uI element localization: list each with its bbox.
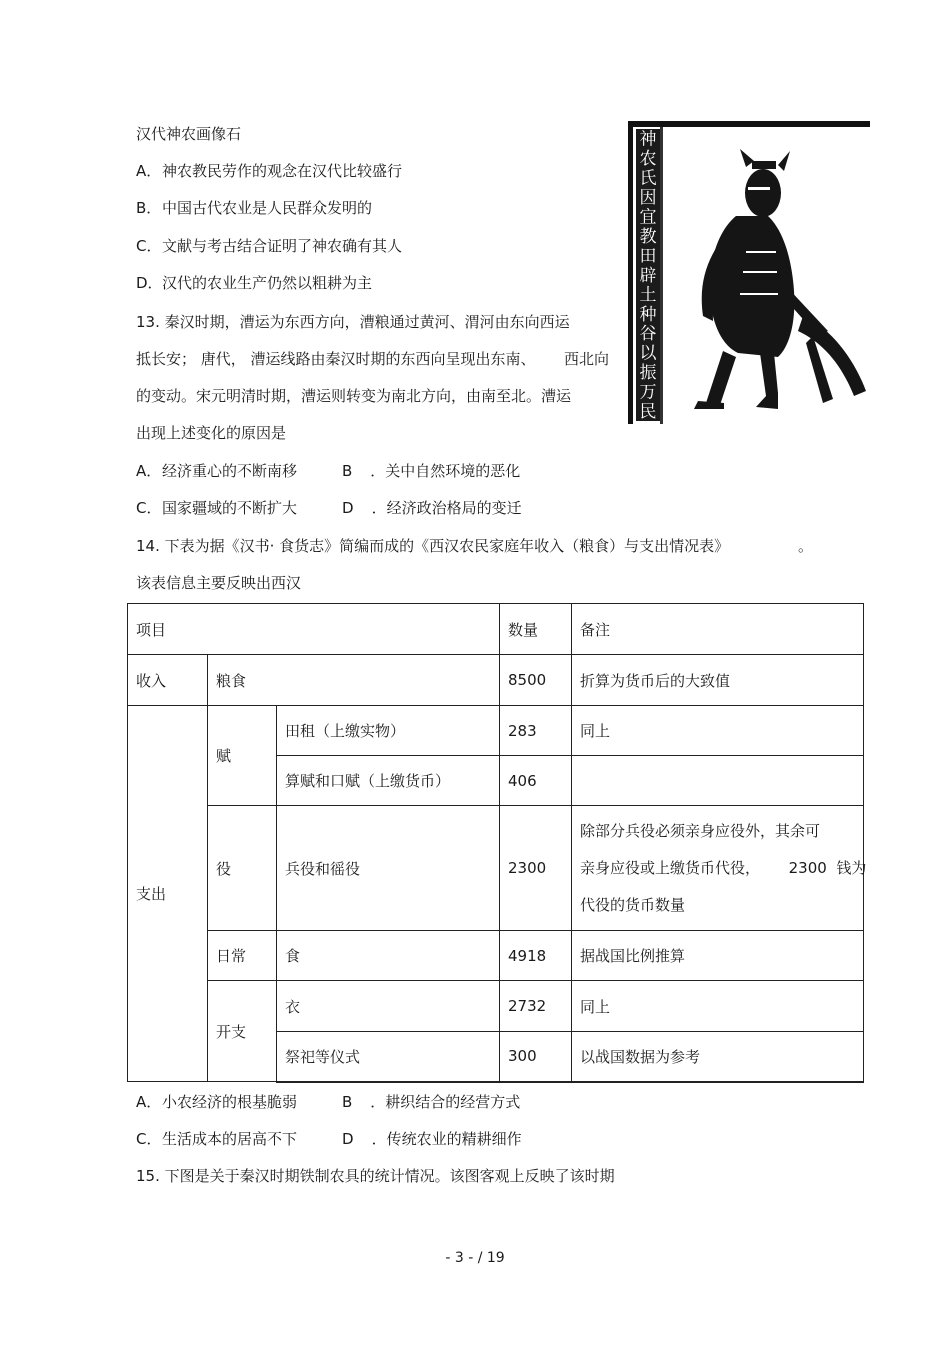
cell-note: 同上 bbox=[572, 981, 864, 1032]
q14-line-1-tail: 。 bbox=[798, 537, 814, 555]
inscription-char: 教 bbox=[639, 226, 657, 247]
cell-item: 祭祀等仪式 bbox=[277, 1032, 500, 1082]
inscription-char: 农 bbox=[639, 149, 657, 170]
q13-line-1: 13. 秦汉时期，漕运为东西方向，漕粮通过黄河、渭河由东向西运 bbox=[136, 313, 570, 331]
q14-option-c: C．生活成本的居高不下 bbox=[136, 1130, 298, 1148]
table-row bbox=[128, 706, 864, 756]
expense-label: 开支 bbox=[208, 981, 277, 1082]
inscription-char: 神 bbox=[639, 129, 657, 150]
income-item: 粮食 bbox=[208, 655, 500, 706]
cell-note: 除部分兵役必须亲身应役外，其余可 亲身应役或上缴货币代役， 2300 钱为 代役的货币数量 bbox=[572, 806, 864, 931]
cell-item: 食 bbox=[277, 931, 500, 981]
page-number: - 3 - / 19 bbox=[445, 1250, 505, 1266]
q13-line-2: 抵长安； 唐代， 漕运线路由秦汉时期的东西向呈现出东南、 bbox=[136, 350, 536, 368]
yi-label: 役 bbox=[208, 806, 277, 931]
cell-note: 同上 bbox=[572, 706, 864, 756]
inscription-char: 振 bbox=[639, 363, 657, 384]
table-row bbox=[128, 806, 864, 931]
cell-item: 田租（上缴实物） bbox=[277, 706, 500, 756]
inscription-char: 因 bbox=[639, 187, 657, 208]
table-row bbox=[128, 931, 864, 981]
inscription-char: 氏 bbox=[639, 168, 657, 189]
daily-label: 日常 bbox=[208, 931, 277, 981]
q14-option-d: D ．传统农业的精耕细作 bbox=[342, 1130, 522, 1148]
q14-line-1: 14. 下表为据《汉书· 食货志》简编而成的《西汉农民家庭年收入（粮食）与支出情况表》 bbox=[136, 537, 730, 555]
cell-item: 兵役和徭役 bbox=[277, 806, 500, 931]
inscription-char: 万 bbox=[639, 382, 657, 403]
inscription-char: 谷 bbox=[639, 324, 657, 345]
q13-option-d: D ．经济政治格局的变迁 bbox=[342, 499, 522, 517]
cell-item: 算赋和口赋（上缴货币） bbox=[277, 756, 500, 806]
inscription-char: 种 bbox=[639, 304, 657, 325]
cell-amount: 300 bbox=[500, 1032, 572, 1082]
q15-line: 15. 下图是关于秦汉时期铁制农具的统计情况。该图客观上反映了该时期 bbox=[136, 1167, 615, 1185]
table-header-row bbox=[128, 604, 864, 655]
inscription-char: 辟 bbox=[639, 265, 657, 286]
table-row bbox=[128, 981, 864, 1032]
inscription-char: 宜 bbox=[639, 207, 657, 228]
q13-line-2-tail: 西北向 bbox=[564, 350, 610, 368]
q12-option-a: A．神农教民劳作的观念在汉代比较盛行 bbox=[136, 162, 403, 180]
q13-line-4: 出现上述变化的原因是 bbox=[136, 424, 287, 442]
fu-label: 赋 bbox=[208, 706, 277, 806]
inscription-char: 田 bbox=[639, 246, 657, 267]
inscription-char: 土 bbox=[639, 285, 657, 306]
header-item: 项目 bbox=[128, 604, 500, 655]
income-category: 收入 bbox=[128, 655, 208, 706]
header-note: 备注 bbox=[572, 604, 864, 655]
shennong-relief-image bbox=[628, 121, 870, 424]
inscription-char: 以 bbox=[639, 343, 657, 364]
cell-note: 以战国数据为参考 bbox=[572, 1032, 864, 1082]
q14-option-b: B ．耕织结合的经营方式 bbox=[342, 1093, 521, 1111]
cell-amount: 2732 bbox=[500, 981, 572, 1032]
cell-amount: 406 bbox=[500, 756, 572, 806]
cell-amount: 4918 bbox=[500, 931, 572, 981]
image-caption: 汉代神农画像石 bbox=[136, 125, 242, 143]
income-expense-table bbox=[127, 603, 867, 1083]
q12-option-b: B．中国古代农业是人民群众发明的 bbox=[136, 199, 373, 217]
q13-option-b: B ．关中自然环境的恶化 bbox=[342, 462, 521, 480]
income-amount: 8500 bbox=[500, 655, 572, 706]
q13-line-3: 的变动。宋元明清时期，漕运则转变为南北方向，由南至北。漕运 bbox=[136, 387, 572, 405]
cell-note bbox=[572, 756, 864, 806]
cell-note: 据战国比例推算 bbox=[572, 931, 864, 981]
q14-line-2: 该表信息主要反映出西汉 bbox=[136, 574, 302, 592]
cell-item: 衣 bbox=[277, 981, 500, 1032]
q12-option-d: D．汉代的农业生产仍然以粗耕为主 bbox=[136, 274, 373, 292]
q12-option-c: C．文献与考古结合证明了神农确有其人 bbox=[136, 237, 403, 255]
income-note: 折算为货币后的大致值 bbox=[572, 655, 864, 706]
q14-option-a: A．小农经济的根基脆弱 bbox=[136, 1093, 298, 1111]
cell-amount: 2300 bbox=[500, 806, 572, 931]
header-amount: 数量 bbox=[500, 604, 572, 655]
expense-category: 支出 bbox=[128, 706, 208, 1082]
table-row bbox=[128, 655, 864, 706]
q13-option-a: A．经济重心的不断南移 bbox=[136, 462, 298, 480]
q13-option-c: C．国家疆域的不断扩大 bbox=[136, 499, 298, 517]
cell-amount: 283 bbox=[500, 706, 572, 756]
inscription-char: 民 bbox=[639, 402, 657, 423]
